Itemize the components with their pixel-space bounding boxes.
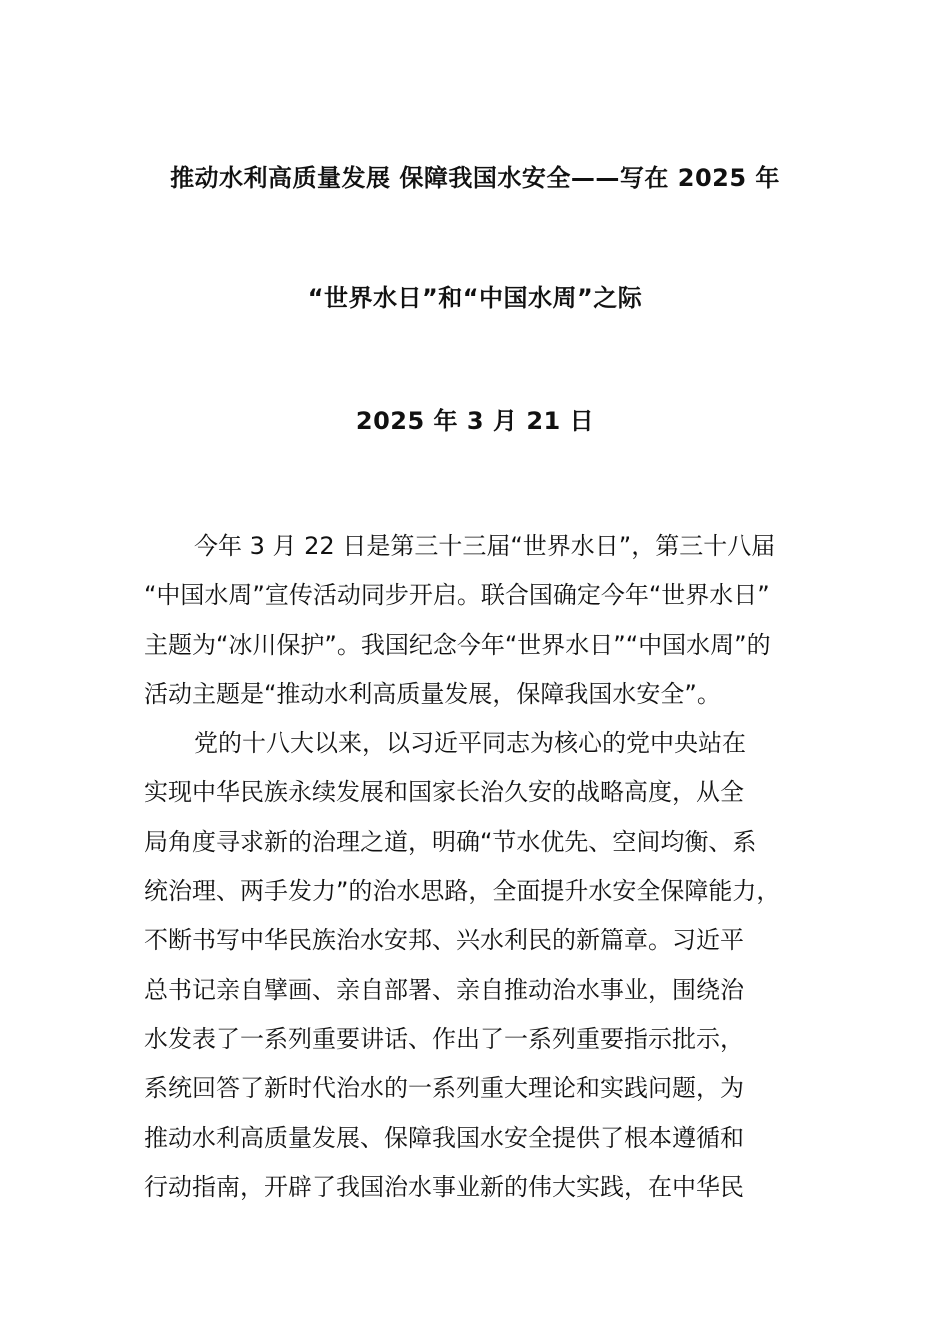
- paragraph-2-line: 实现中华民族永续发展和国家长治久安的战略高度，从全: [144, 778, 744, 807]
- paragraph-2-line: 系统回答了新时代治水的一系列重大理论和实践问题，为: [144, 1074, 744, 1103]
- paragraph-2-line: 水发表了一系列重要讲话、作出了一系列重要指示批示，: [144, 1024, 744, 1053]
- paragraph-2-line: 不断书写中华民族治水安邦、兴水利民的新篇章。习近平: [144, 926, 744, 955]
- paragraph-2-line: 局角度寻求新的治理之道，明确“节水优先、空间均衡、系: [144, 827, 757, 856]
- paragraph-2-line: 总书记亲自擘画、亲自部署、亲自推动治水事业，围绕治: [144, 975, 744, 1004]
- title-line-1: 推动水利高质量发展 保障我国水安全——写在 2025 年: [170, 164, 780, 192]
- paragraph-2-line: 统治理、两手发力”的治水思路，全面提升水安全保障能力，: [144, 877, 781, 906]
- title-line-2: “世界水日”和“中国水周”之际: [307, 284, 643, 312]
- paragraph-2-line: 行动指南，开辟了我国治水事业新的伟大实践，在中华民: [144, 1172, 744, 1201]
- paragraph-1-line: 活动主题是“推动水利高质量发展，保障我国水安全”。: [144, 679, 721, 708]
- paragraph-1-line: 主题为“冰川保护”。我国纪念今年“世界水日”“中国水周”的: [144, 630, 771, 659]
- paragraph-1-line: 今年 3 月 22 日是第三十三届“世界水日”，第三十八届: [194, 532, 776, 560]
- paragraph-2-line: 党的十八大以来，以习近平同志为核心的党中央站在: [194, 729, 746, 758]
- body-text: [144, 528, 834, 1218]
- paragraph-1-line: “中国水周”宣传活动同步开启。联合国确定今年“世界水日”: [144, 581, 770, 610]
- paragraph-2-line: 推动水利高质量发展、保障我国水安全提供了根本遵循和: [144, 1123, 744, 1152]
- document-date: 2025 年 3 月 21 日: [355, 407, 595, 435]
